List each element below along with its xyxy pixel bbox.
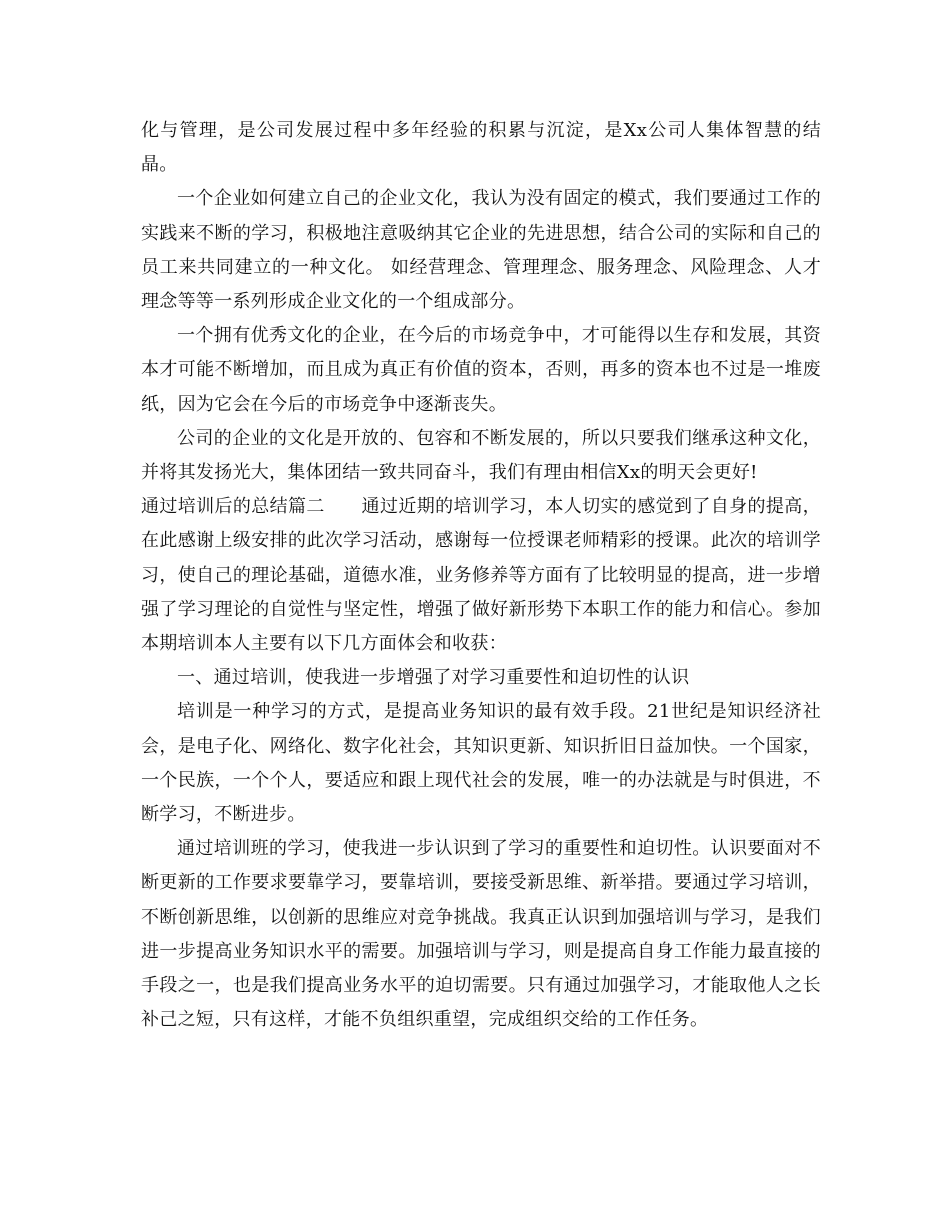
paragraph-continuation: 化与管理，是公司发展过程中多年经验的积累与沉淀，是Xx公司人集体智慧的结晶。 [141,120,821,176]
paragraph-culture-building: 一个企业如何建立自己的企业文化，我认为没有固定的模式，我们要通过工作的实践来不断的学习，积极地注意吸纳其它企业的先进思想，结合公司的实际和自己的员工来共同建立的一种文化。 如经营理念、管理理念、服务理念、风险理念、人才理念等等一系列形成企业文化的一个组成部分。 [141,188,821,313]
paragraph-training-class: 通过培训班的学习，使我进一步认识到了学习的重要性和迫切性。认识要面对不断更新的工作要求要靠学习，要靠培训，要接受新思维、新举措。要通过学习培训，不断创新思维，以创新的思维应对竞争挑战。我真正认识到加强培训与学习，是我们进一步提高业务知识水平的需要。加强培训与学习，则是提高自身工作能力最直接的手段之一，也是我们提高业务水平的迫切需要。只有通过加强学习，才能取他人之长补己之短，只有这样，才能不负组织重望，完成组织交给的工作任务。 [141,838,821,1031]
paragraph-section-two-heading: 通过培训后的总结篇二 通过近期的培训学习，本人切实的感觉到了自身的提高，在此感谢上级安排的此次学习活动，感谢每一位授课老师精彩的授课。此次的培训学习，使自己的理论基础，道德水准，业务修养等方面有了比较明显的提高，进一步增强了学习理论的自觉性与坚定性，增强了做好新形势下本职工作的能力和信心。参加本期培训本人主要有以下几方面体会和收获： [141,496,821,655]
paragraph-open-culture: 公司的企业的文化是开放的、包容和不断发展的，所以只要我们继承这种文化，并将其发扬光大，集体团结一致共同奋斗，我们有理由相信Xx的明天会更好! [141,427,821,484]
paragraph-excellent-culture: 一个拥有优秀文化的企业，在今后的市场竞争中，才可能得以生存和发展，其资本才可能不断增加，而且成为真正有价值的资本，否则，再多的资本也不过是一堆废纸，因为它会在今后的市场竞争中逐渐丧失。 [141,325,821,415]
document-body [141,114,821,1037]
paragraph-point-one-title: 一、通过培训，使我进一步增强了对学习重要性和迫切性的认识 [177,667,690,689]
paragraph-training-method: 培训是一种学习的方式，是提高业务知识的最有效手段。21世纪是知识经济社会，是电子化、网络化、数字化社会，其知识更新、知识折旧日益加快。一个国家，一个民族，一个个人，要适应和跟上现代社会的发展，唯一的办法就是与时俱进，不断学习，不断进步。 [141,701,821,826]
